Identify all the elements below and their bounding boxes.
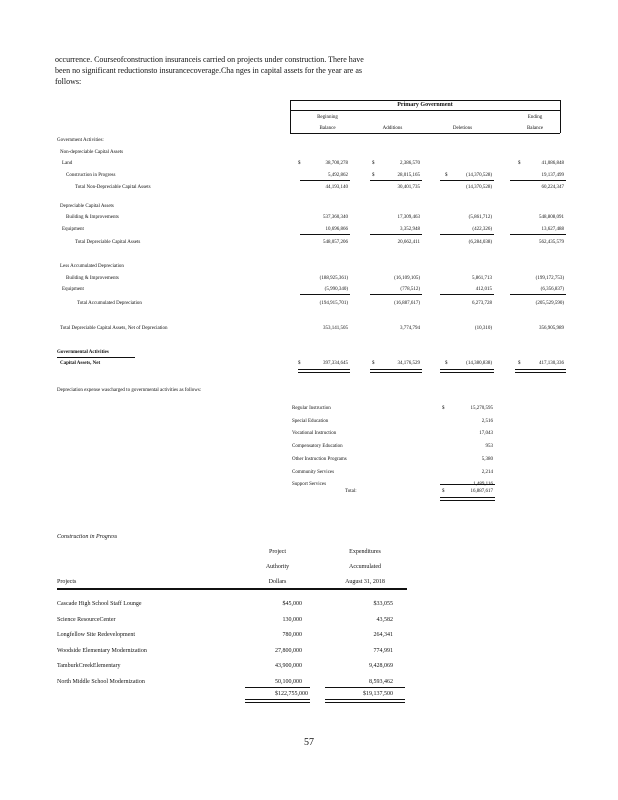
rule-depreciation-total — [440, 484, 495, 485]
row-cip-additions-sign: $ — [372, 173, 375, 178]
cip-total-expenditures: $19,137,500 — [363, 691, 393, 697]
row-equipment-beginning: 10,696,866 — [325, 227, 348, 232]
row-cip-deletions-sign: $ — [445, 173, 448, 178]
cip-row-authority: 43,900,000 — [275, 663, 302, 669]
header-mid-rule — [290, 110, 560, 111]
row-cip-ending: 19,137,499 — [541, 173, 564, 178]
row-gov-net-deletions-sign: $ — [445, 361, 448, 366]
cip-col-projects: Projects — [57, 579, 77, 585]
section-non-depreciable: Non-depreciable Capital Assets — [60, 150, 124, 155]
depreciation-function-label: Support Services — [292, 482, 327, 488]
cip-row-authority: 780,000 — [282, 632, 302, 638]
cip-row-expenditures: 264,341 — [373, 632, 393, 638]
depreciation-total-value: 16,887,617 — [470, 489, 493, 494]
row-gov-net-beginning-sign: $ — [298, 361, 301, 366]
row-land-additions: 2,386,570 — [400, 161, 420, 166]
col-beginning-1: Beginning — [317, 115, 338, 120]
row-cip-additions: 28,015,165 — [397, 173, 420, 178]
cip-row-expenditures: $33,055 — [373, 601, 393, 607]
cip-col-expenditures-3: August 31, 2018 — [345, 579, 385, 585]
row-total-dep-ending: 562,435,579 — [539, 240, 564, 245]
row-accum-equipment-ending: (6,356,837) — [540, 287, 564, 292]
depreciation-total-sign: $ — [442, 489, 445, 494]
row-total-nondep-deletions: (14,370,528) — [466, 185, 492, 190]
cip-row-expenditures: 43,582 — [376, 616, 393, 623]
depreciation-function-value: 2,214 — [481, 469, 493, 475]
row-total-accum-beginning: (194,915,701) — [319, 301, 348, 306]
row-accum-buildings-ending: (199,172,753) — [535, 276, 564, 281]
depreciation-function-label: Regular Instruction — [292, 406, 331, 411]
rule-cip-total-expenditures — [325, 687, 405, 688]
row-land-beginning: 38,700,278 — [325, 161, 348, 166]
depreciation-function-label: Community Services — [292, 469, 335, 475]
cip-col-authority-2: Authority — [265, 564, 290, 570]
depreciation-function-label: Compensatory Education — [292, 444, 343, 450]
cip-total-authority: $122,755,000 — [275, 691, 308, 697]
cip-row-expenditures: 774,991 — [373, 647, 393, 654]
col-ending-1: Ending — [527, 115, 543, 120]
rule-cip-beginning — [300, 180, 350, 181]
cip-col-expenditures-1: Expenditures — [349, 549, 381, 555]
cip-row-project: Science ResourceCenter — [57, 616, 116, 623]
cip-row-project: Cascade High School Staff Lounge — [57, 601, 142, 607]
cip-header-rule — [57, 588, 407, 590]
section-government-activities: Government Activities: — [57, 138, 104, 143]
rule-cip-total-authority — [245, 687, 310, 688]
row-gov-net-ending-sign: $ — [518, 361, 521, 366]
intro-line-1: occurrence. Courseofconstruction insuranceis carried on projects under construction. There have — [55, 55, 364, 64]
cip-table-title: Construction in Progress — [57, 534, 118, 540]
row-accum-buildings-label: Building & Improvements — [66, 276, 119, 281]
row-buildings-deletions: (5,861,712) — [468, 215, 492, 220]
row-total-accum-additions: (16,887,617) — [394, 301, 420, 306]
depreciation-function-value: 17,043 — [479, 431, 493, 437]
row-total-nondep-additions: 30,401,735 — [397, 185, 420, 190]
row-land-label: Land — [62, 161, 73, 166]
row-total-dep-additions: 20,662,411 — [397, 240, 420, 245]
row-cip-deletions: (14,370,528) — [466, 173, 492, 178]
row-total-dep-net-ending: 356,905,989 — [539, 326, 564, 331]
row-gov-net-beginning: 397,334,645 — [323, 361, 348, 366]
row-buildings-additions: 17,309,463 — [397, 215, 420, 220]
col-additions: Additions — [382, 126, 403, 131]
double-rule-gov-net-additions — [370, 369, 422, 373]
row-total-dep-label: Total Depreciable Capital Assets — [75, 240, 141, 245]
row-gov-net-additions-sign: $ — [372, 361, 375, 366]
row-total-nondep-label: Total Non-Depreciable Capital Assets — [75, 185, 151, 190]
cip-row-authority: 50,100,000 — [275, 678, 302, 685]
depreciation-function-label: Special Education — [292, 418, 329, 424]
intro-line-3: follows: — [55, 77, 82, 86]
depreciation-function-label: Vocational Instruction — [292, 431, 337, 437]
cip-row-project: Longfellow Site Redevelopment — [57, 632, 135, 638]
depreciation-function-value: 2,516 — [481, 418, 493, 424]
page-number: 57 — [304, 737, 314, 748]
row-total-dep-net-additions: 3,774,794 — [400, 326, 420, 331]
row-cip-label: Construction in Progress — [66, 173, 116, 178]
row-cip-beginning: 5,492,862 — [328, 173, 348, 178]
row-equipment-deletions: (422,326) — [472, 227, 492, 232]
row-total-nondep-ending: 60,224,347 — [541, 185, 564, 190]
row-land-ending: 41,086,848 — [541, 161, 564, 166]
cip-row-expenditures: 8,593,462 — [369, 678, 393, 685]
row-total-accum-label: Total Accumulated Depreciation — [77, 301, 142, 306]
double-rule-cip-expenditures — [325, 699, 405, 703]
row-land-ending-sign: $ — [518, 161, 521, 166]
cip-row-project: Woodside Elementary Modernization — [57, 647, 147, 654]
header-right-border — [560, 100, 561, 133]
double-rule-depreciation-total — [440, 497, 495, 501]
rule-accum-equipment-deletions — [440, 294, 494, 295]
rule-gov-net-label — [57, 357, 135, 358]
row-land-beginning-sign: $ — [298, 161, 301, 166]
row-total-accum-deletions: 6,273,728 — [472, 301, 492, 306]
row-accum-equipment-deletions: 412,015 — [475, 287, 492, 292]
row-accum-equipment-label: Equipment — [62, 287, 84, 292]
row-gov-net-deletions: (14,380,838) — [466, 361, 492, 366]
depreciation-function-value: 15,270,595 — [470, 406, 493, 411]
row-total-accum-ending: (205,529,590) — [535, 301, 564, 306]
rule-equipment-ending — [510, 234, 566, 235]
row-buildings-ending: 548,808,091 — [539, 215, 564, 220]
row-equipment-ending: 13,627,488 — [541, 227, 564, 232]
depreciation-total-label: Total: — [345, 489, 357, 494]
row-accum-buildings-additions: (16,109,105) — [394, 276, 420, 281]
depreciation-function-value: 953 — [485, 444, 493, 450]
rule-accum-equipment-beginning — [300, 294, 350, 295]
row-total-nondep-beginning: 44,193,140 — [325, 185, 348, 190]
depreciation-function-value: 5,380 — [481, 456, 493, 462]
double-rule-gov-net-ending — [515, 369, 566, 373]
cip-row-expenditures: 9,428,069 — [369, 663, 393, 669]
rule-equipment-additions — [370, 234, 422, 235]
rule-equipment-beginning — [300, 234, 350, 235]
cip-col-authority-1: Project — [269, 549, 286, 555]
depreciation-function-sign: $ — [442, 406, 445, 411]
cip-col-expenditures-2: Accumulated — [349, 564, 381, 570]
row-accum-buildings-beginning: (188,925,361) — [319, 276, 348, 281]
row-total-dep-net-deletions: (10,310) — [474, 326, 492, 331]
cip-row-project: North Middle School Modernization — [57, 678, 145, 685]
row-total-dep-beginning: 548,057,206 — [323, 240, 348, 245]
section-accumulated-depreciation: Less Accumulated Depreciation — [60, 264, 124, 269]
row-total-dep-deletions: (6,284,038) — [468, 240, 492, 245]
primary-government-header: Primary Government — [397, 102, 453, 108]
row-buildings-label: Building & Improvements — [66, 215, 119, 220]
intro-line-2: been no significant reductionsto insurancecoverage.Cha nges in capital assets for the year are as — [55, 66, 362, 75]
cip-col-authority-3: Dollars — [268, 579, 287, 585]
row-accum-buildings-deletions: 5,861,713 — [472, 276, 492, 281]
row-buildings-beginning: 537,360,340 — [323, 215, 348, 220]
depreciation-charged-sentence: Depreciation expense wascharged to governmental activities as follows: — [57, 388, 202, 393]
rule-equipment-deletions — [440, 234, 494, 235]
cip-row-authority: 27,800,000 — [275, 647, 302, 654]
row-total-dep-net-label: Total Depreciable Capital Assets, Net of Depreciation — [60, 326, 168, 331]
row-total-dep-net-beginning: 353,141,505 — [323, 326, 348, 331]
row-gov-net-label-2: Capital Assets, Net — [60, 361, 101, 366]
cip-row-authority: $45,000 — [282, 601, 302, 607]
double-rule-cip-authority — [245, 699, 310, 703]
cip-row-project: TamburkCreekElementary — [57, 663, 121, 669]
row-equipment-additions: 3,352,948 — [400, 227, 420, 232]
rule-cip-ending — [510, 180, 566, 181]
row-gov-net-ending: 417,130,336 — [539, 361, 564, 366]
row-gov-net-additions: 34,176,529 — [397, 361, 420, 366]
section-depreciable: Depreciable Capital Assets — [60, 204, 114, 209]
rule-cip-additions — [370, 180, 422, 181]
row-equipment-label: Equipment — [62, 227, 84, 232]
col-ending-2: Balance — [526, 126, 544, 131]
header-bottom-rule — [290, 133, 560, 134]
row-land-additions-sign: $ — [372, 161, 375, 166]
rule-accum-equipment-ending — [510, 294, 566, 295]
col-beginning-2: Balance — [319, 126, 336, 131]
rule-cip-deletions — [440, 180, 494, 181]
double-rule-gov-net-beginning — [298, 369, 350, 373]
depreciation-function-label: Other Instruction Programs — [292, 456, 347, 462]
row-gov-net-label-1: Governmental Activities — [57, 350, 109, 355]
double-rule-gov-net-deletions — [440, 369, 494, 373]
row-accum-equipment-additions: (778,512) — [400, 287, 420, 292]
row-accum-equipment-beginning: (5,990,340) — [324, 287, 348, 292]
cip-row-authority: 130,000 — [282, 616, 302, 623]
rule-accum-equipment-additions — [370, 294, 422, 295]
depreciation-function-value: 1,489,116 — [473, 482, 493, 488]
col-deletions: Deletions — [452, 126, 473, 131]
